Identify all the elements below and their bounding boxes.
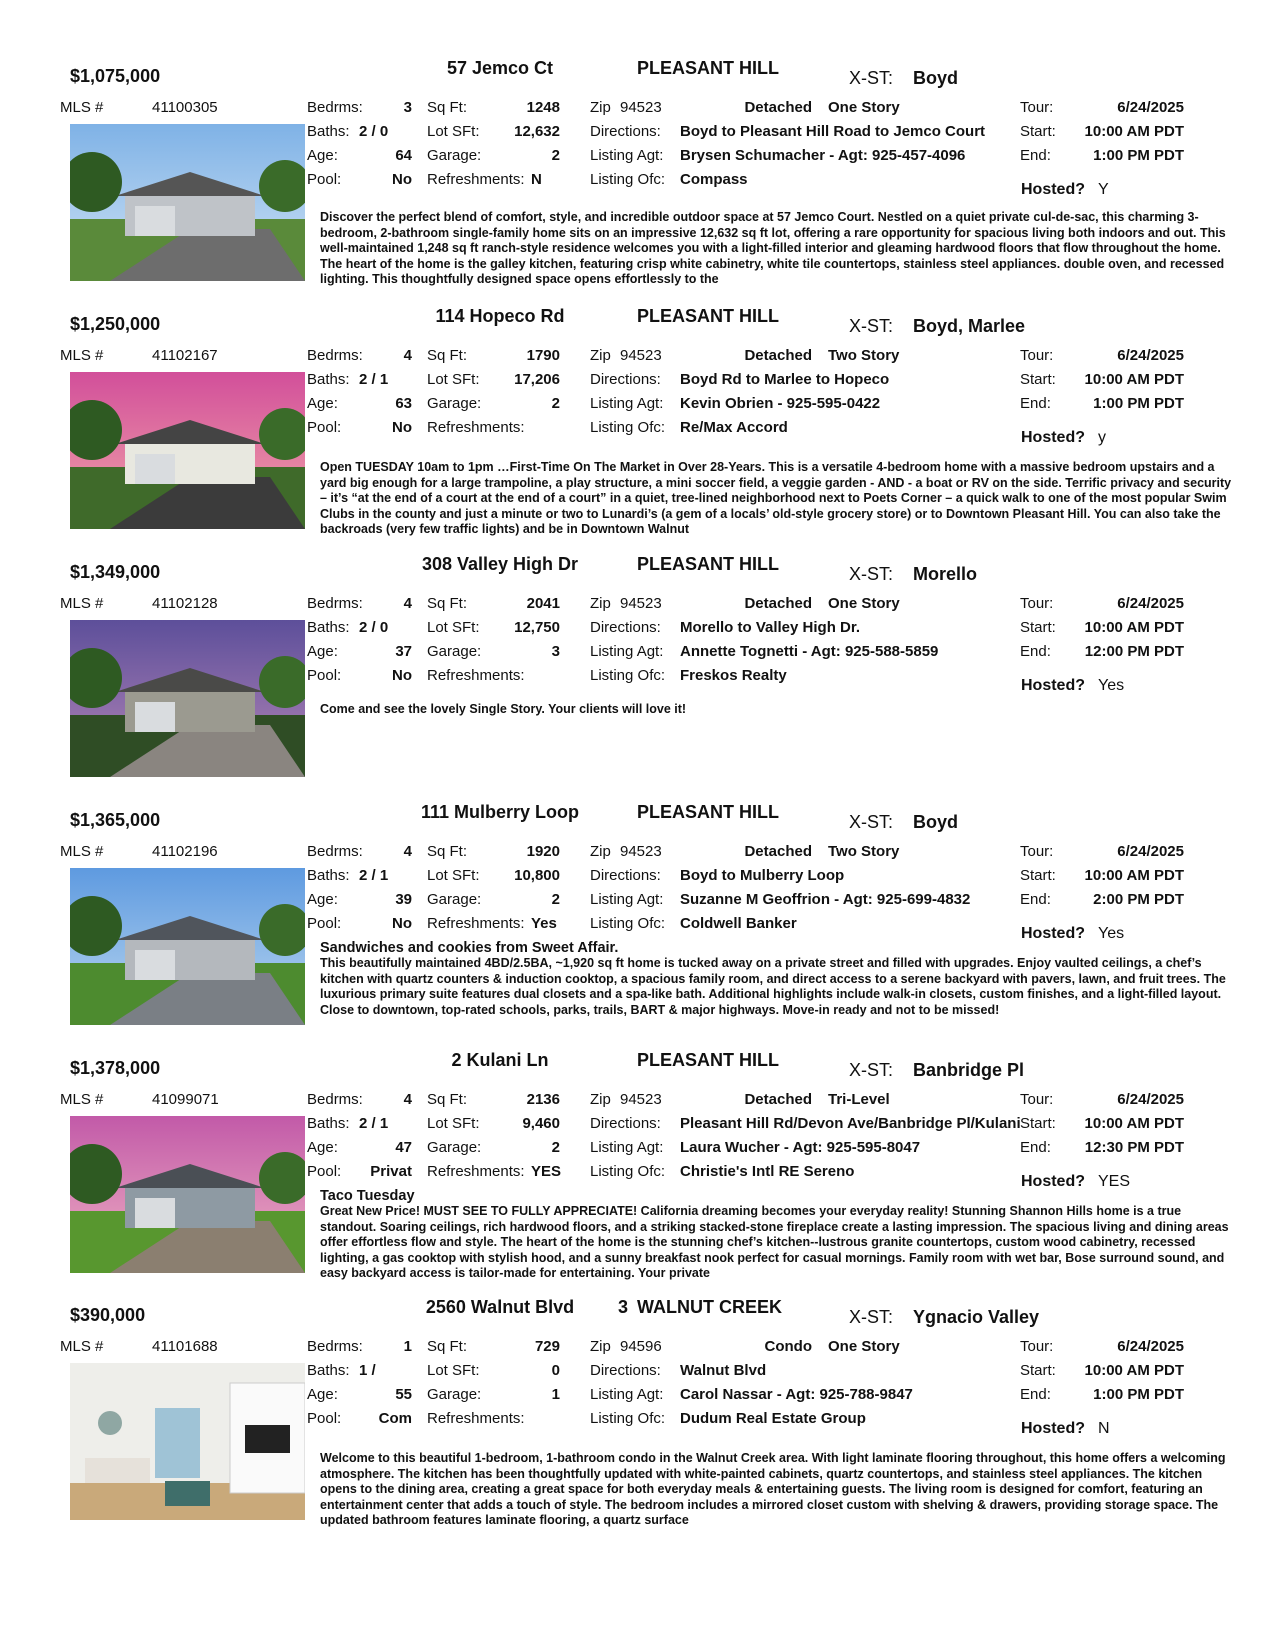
agent-label: Listing Agt: [590, 891, 664, 908]
start-label: Start: [1020, 867, 1056, 884]
sofa [85, 1458, 150, 1483]
age-value: 47 [395, 1139, 412, 1156]
address-street: 57 Jemco Ct [446, 58, 554, 78]
window [155, 1408, 200, 1478]
lot-label: Lot SFt: [427, 123, 480, 140]
bedrooms-value: 4 [403, 843, 412, 860]
hosted-label: Hosted? [1021, 1420, 1085, 1437]
agent-value: Laura Wucher - Agt: 925-595-8047 [680, 1139, 921, 1156]
agent-value: Kevin Obrien - 925-595-0422 [680, 395, 881, 412]
zip-label: Zip [590, 347, 611, 364]
listing-city: PLEASANT HILL [637, 802, 779, 822]
age-label: Age: [307, 395, 338, 412]
refreshments-note: Taco Tuesday [320, 1188, 415, 1204]
lot-value: 9,460 [522, 1115, 560, 1132]
garage-value: 1 [551, 1386, 560, 1403]
office-value: Coldwell Banker [680, 915, 797, 932]
cross-street-label: X-ST: [849, 68, 894, 88]
lot-label: Lot SFt: [427, 867, 480, 884]
listing-price: $1,250,000 [70, 314, 161, 334]
start-time: 10:00 AM PDT [1084, 867, 1184, 884]
tour-label: Tour: [1020, 99, 1054, 116]
listing-4 [0, 802, 1275, 1068]
listing-description: Open TUESDAY 10am to 1pm …First-Time On The Market in Over 28-Years. This is a versatile 4-bedroom home with a massive bedroom upstairs and a yard big enough for a large trampoline, a play structure, a mini soccer field, a veggie garden - AND - a boat or RV on the side. Terrific privacy and security – it’s “at the end of a court at the end of a court” in a quiet, tree-lined neighborhood next to Poets Corner – a quick walk to one of the most popular Swim Clubs in the county and just a minute or two to Lunardi’s (a gem of a locals’ old-style grocery store) or to Downtown Pleasant Hill. You can also take the backroads (very few traffic lights) and be in Downtown Walnut [320, 460, 1232, 536]
refreshments-label: Refreshments: [427, 1410, 525, 1427]
mls-number: 41099071 [152, 1091, 219, 1108]
photo-graphic [70, 1116, 305, 1273]
agent-label: Listing Agt: [590, 1386, 664, 1403]
zip-label: Zip [590, 99, 611, 116]
start-label: Start: [1020, 619, 1056, 636]
lot-label: Lot SFt: [427, 371, 480, 388]
directions-label: Directions: [590, 123, 661, 140]
address-street: 2 Kulani Ln [451, 1050, 549, 1070]
property-photo [70, 1116, 305, 1273]
baths-value: 2 / 0 [359, 619, 389, 636]
directions-label: Directions: [590, 867, 661, 884]
tour-date: 6/24/2025 [1117, 347, 1184, 364]
end-time: 1:00 PM PDT [1093, 1386, 1184, 1403]
tv [245, 1425, 290, 1453]
agent-value: Annette Tognetti - Agt: 925-588-5859 [680, 643, 939, 660]
garage-door [135, 206, 175, 236]
cross-street-label: X-ST: [849, 812, 894, 832]
start-time: 10:00 AM PDT [1084, 1115, 1184, 1132]
age-label: Age: [307, 891, 338, 908]
photo-graphic [70, 868, 305, 1025]
hosted-label: Hosted? [1021, 181, 1085, 198]
refreshments-value: N [531, 171, 542, 188]
cross-street-value: Morello [913, 564, 978, 584]
property-type: Condo [764, 1338, 812, 1355]
start-time: 10:00 AM PDT [1084, 1362, 1184, 1379]
mls-label: MLS # [60, 1338, 104, 1355]
property-type: Detached [744, 1091, 812, 1108]
property-type: Detached [744, 99, 812, 116]
end-label: End: [1020, 395, 1051, 412]
directions-label: Directions: [590, 1115, 661, 1132]
bedrooms-label: Bedrms: [307, 843, 363, 860]
listing-address [350, 802, 650, 823]
bedrooms-value: 4 [403, 1091, 412, 1108]
garage-label: Garage: [427, 643, 482, 660]
age-label: Age: [307, 1386, 338, 1403]
office-value: Compass [680, 171, 748, 188]
address-street: 111 Mulberry Loop [420, 802, 580, 822]
mls-label: MLS # [60, 347, 104, 364]
hosted-value: YES [1098, 1173, 1131, 1190]
property-style: One Story [828, 1338, 900, 1355]
listing-address [350, 306, 650, 327]
listing-price: $1,378,000 [70, 1058, 161, 1078]
garage-door [135, 1198, 175, 1228]
property-style: Tri-Level [828, 1091, 890, 1108]
baths-value: 1 / [359, 1362, 376, 1379]
directions-value: Boyd to Mulberry Loop [680, 867, 845, 884]
listing-6 [0, 1297, 1275, 1563]
sqft-label: Sq Ft: [427, 1091, 468, 1108]
mls-number: 41102128 [152, 595, 218, 612]
sqft-label: Sq Ft: [427, 843, 468, 860]
garage-label: Garage: [427, 395, 482, 412]
directions-value: Walnut Blvd [680, 1362, 767, 1379]
cross-street-label: X-ST: [849, 1060, 894, 1080]
listing-price: $1,075,000 [70, 66, 161, 86]
age-value: 64 [395, 147, 412, 164]
cross-street-label: X-ST: [849, 316, 894, 336]
end-label: End: [1020, 1386, 1051, 1403]
pool-label: Pool: [307, 667, 342, 684]
sqft-label: Sq Ft: [427, 347, 468, 364]
agent-value: Carol Nassar - Agt: 925-788-9847 [680, 1386, 913, 1403]
pool-value: Privat [370, 1163, 412, 1180]
baths-label: Baths: [307, 619, 350, 636]
photo-graphic [70, 620, 305, 777]
tour-date: 6/24/2025 [1117, 595, 1184, 612]
listing-address [350, 1297, 650, 1318]
office-label: Listing Ofc: [590, 1410, 666, 1427]
lot-value: 12,750 [514, 619, 560, 636]
property-photo [70, 620, 305, 777]
start-time: 10:00 AM PDT [1084, 371, 1184, 388]
garage-value: 3 [551, 643, 560, 660]
directions-label: Directions: [590, 619, 661, 636]
garage-value: 2 [551, 891, 560, 908]
listing-city: WALNUT CREEK [637, 1297, 782, 1317]
photo-graphic [70, 372, 305, 529]
pool-value: No [392, 667, 412, 684]
end-time: 12:00 PM PDT [1084, 643, 1184, 660]
sqft-value: 1248 [526, 99, 560, 116]
start-time: 10:00 AM PDT [1084, 619, 1184, 636]
pool-label: Pool: [307, 1410, 342, 1427]
age-label: Age: [307, 1139, 338, 1156]
garage-value: 2 [551, 1139, 560, 1156]
mls-label: MLS # [60, 99, 104, 116]
listing-description: Discover the perfect blend of comfort, style, and incredible outdoor space at 57 Jemco Court. Nestled on a quiet private cul-de-sac, this charming 3-bedroom, 2-bathroom single-family home sits on an impressive 12,632 sq ft lot, offering a rare opportunity for spacious living both indoors and out. This well-maintained 1,248 sq ft ranch-style residence welcomes you with a light-filled interior and gleaming hardwood floors that flow throughout the home. The heart of the home is the galley kitchen, featuring crisp white cabinetry, white tile countertops, stainless steel appliances. double oven, and recessed lighting. This thoughtfully designed space opens effortlessly to the [320, 210, 1226, 286]
address-street: 308 Valley High Dr [421, 554, 579, 574]
directions-value: Boyd Rd to Marlee to Hopeco [680, 371, 890, 388]
hosted-value: Y [1098, 181, 1109, 198]
bedrooms-label: Bedrms: [307, 595, 363, 612]
lot-value: 12,632 [514, 123, 560, 140]
office-value: Re/Max Accord [680, 419, 788, 436]
listing-address [350, 58, 650, 79]
photo-graphic [70, 124, 305, 281]
sqft-value: 2041 [526, 595, 560, 612]
bedrooms-value: 4 [403, 347, 412, 364]
pool-value: No [392, 419, 412, 436]
agent-label: Listing Agt: [590, 643, 664, 660]
listing-1 [0, 58, 1275, 324]
chair [165, 1481, 210, 1506]
zip-value: 94523 [620, 347, 662, 364]
cross-street-value: Ygnacio Valley [913, 1307, 1040, 1327]
agent-value: Brysen Schumacher - Agt: 925-457-4096 [680, 147, 966, 164]
pool-label: Pool: [307, 1163, 342, 1180]
sqft-value: 2136 [526, 1091, 560, 1108]
zip-value: 94523 [620, 843, 662, 860]
wall-decor [98, 1411, 122, 1435]
directions-label: Directions: [590, 1362, 661, 1379]
directions-label: Directions: [590, 371, 661, 388]
property-type: Detached [744, 347, 812, 364]
start-label: Start: [1020, 371, 1056, 388]
listing-description: This beautifully maintained 4BD/2.5BA, ~1,920 sq ft home is tucked away on a private street and filled with upgrades. Enjoy vaulted ceilings, a chef’s kitchen with quartz counters & induction cooktop, a spacious family room, and direct access to a serene backyard with pavers, lawn, and fruit trees. The luxurious primary suite features dual closets and a spa-like bath. Additional highlights include walk-in closets, custom finishes, and a light-filled layout. Close to downtown, top-rated schools, parks, trails, BART & major highways. Move-in ready and not to be missed! [320, 956, 1226, 1017]
listing-price: $1,365,000 [70, 810, 161, 830]
garage-value: 2 [551, 147, 560, 164]
age-label: Age: [307, 643, 338, 660]
address-street: 114 Hopeco Rd [435, 306, 565, 326]
tour-label: Tour: [1020, 1338, 1054, 1355]
office-label: Listing Ofc: [590, 419, 666, 436]
cross-street-value: Boyd, Marlee [913, 316, 1026, 336]
end-time: 1:00 PM PDT [1093, 147, 1184, 164]
listing-address [350, 554, 650, 575]
listing-price: $390,000 [70, 1305, 146, 1325]
refreshments-label: Refreshments: [427, 419, 525, 436]
bedrooms-label: Bedrms: [307, 99, 363, 116]
garage-label: Garage: [427, 1139, 482, 1156]
sqft-value: 1790 [526, 347, 560, 364]
mls-label: MLS # [60, 595, 104, 612]
mls-number: 41100305 [152, 99, 218, 116]
baths-label: Baths: [307, 371, 350, 388]
garage-door [135, 950, 175, 980]
sqft-value: 1920 [526, 843, 560, 860]
property-type: Detached [744, 843, 812, 860]
cross-street-label: X-ST: [849, 1307, 894, 1327]
photo-graphic [70, 1363, 305, 1520]
office-label: Listing Ofc: [590, 171, 666, 188]
tour-date: 6/24/2025 [1117, 843, 1184, 860]
tour-date: 6/24/2025 [1117, 99, 1184, 116]
bedrooms-label: Bedrms: [307, 1338, 363, 1355]
address-street: 2560 Walnut Blvd [425, 1297, 575, 1317]
tour-label: Tour: [1020, 1091, 1054, 1108]
listing-city: PLEASANT HILL [637, 306, 779, 326]
garage-label: Garage: [427, 1386, 482, 1403]
tour-label: Tour: [1020, 595, 1054, 612]
agent-value: Suzanne M Geoffrion - Agt: 925-699-4832 [680, 891, 971, 908]
agent-label: Listing Agt: [590, 147, 664, 164]
garage-door [135, 454, 175, 484]
pool-label: Pool: [307, 419, 342, 436]
bedrooms-label: Bedrms: [307, 347, 363, 364]
listing-price: $1,349,000 [70, 562, 161, 582]
zip-label: Zip [590, 1338, 611, 1355]
start-time: 10:00 AM PDT [1084, 123, 1184, 140]
cross-street-value: Boyd [913, 812, 958, 832]
end-label: End: [1020, 147, 1051, 164]
hosted-label: Hosted? [1021, 925, 1085, 942]
pool-value: Com [378, 1410, 412, 1427]
age-label: Age: [307, 147, 338, 164]
refreshments-label: Refreshments: [427, 915, 525, 932]
office-label: Listing Ofc: [590, 915, 666, 932]
baths-label: Baths: [307, 123, 350, 140]
directions-value: Boyd to Pleasant Hill Road to Jemco Court [680, 123, 986, 140]
end-time: 12:30 PM PDT [1084, 1139, 1184, 1156]
listing-5 [0, 1050, 1275, 1316]
refreshments-note: Sandwiches and cookies from Sweet Affair. [320, 940, 619, 956]
end-time: 1:00 PM PDT [1093, 395, 1184, 412]
sqft-label: Sq Ft: [427, 1338, 468, 1355]
garage-door [135, 702, 175, 732]
listing-city: PLEASANT HILL [637, 1050, 779, 1070]
hosted-value: y [1098, 429, 1106, 446]
office-label: Listing Ofc: [590, 667, 666, 684]
age-value: 39 [395, 891, 412, 908]
refreshments-value: YES [531, 1163, 562, 1180]
listing-2 [0, 306, 1275, 572]
zip-label: Zip [590, 595, 611, 612]
sqft-value: 729 [534, 1338, 560, 1355]
garage-value: 2 [551, 395, 560, 412]
refreshments-label: Refreshments: [427, 171, 525, 188]
property-photo [70, 124, 305, 281]
listing-description: Welcome to this beautiful 1-bedroom, 1-bathroom condo in the Walnut Creek area. With light laminate flooring throughout, this home offers a welcoming atmosphere. The kitchen has been thoughtfully updated with white-painted cabinets, quartz countertops, and stainless steel appliances. The kitchen opens to the dining area, creating a great space for both everyday meals & entertaining guests. The living room is designed for comfort, featuring an entertainment center that adds a touch of style. The bedroom includes a mirrored closet custom with shelving & drawers, providing storage space. The updated bathroom features laminate flooring, a quartz surface [320, 1451, 1226, 1527]
tour-label: Tour: [1020, 347, 1054, 364]
lot-label: Lot SFt: [427, 1362, 480, 1379]
property-photo [70, 1363, 305, 1520]
listing-city: PLEASANT HILL [637, 58, 779, 78]
address-unit: 3 [618, 1297, 629, 1317]
zip-value: 94523 [620, 595, 662, 612]
bedrooms-value: 3 [403, 99, 412, 116]
zip-value: 94596 [620, 1338, 662, 1355]
start-label: Start: [1020, 1115, 1056, 1132]
bedrooms-value: 4 [403, 595, 412, 612]
cross-street-value: Banbridge Pl [913, 1060, 1025, 1080]
zip-value: 94523 [620, 99, 662, 116]
office-value: Freskos Realty [680, 667, 787, 684]
property-photo [70, 372, 305, 529]
refreshments-label: Refreshments: [427, 1163, 525, 1180]
agent-label: Listing Agt: [590, 395, 664, 412]
age-value: 37 [395, 643, 412, 660]
age-value: 55 [395, 1386, 412, 1403]
baths-label: Baths: [307, 1115, 350, 1132]
baths-value: 2 / 1 [359, 371, 389, 388]
baths-value: 2 / 0 [359, 123, 389, 140]
lot-label: Lot SFt: [427, 619, 480, 636]
end-label: End: [1020, 643, 1051, 660]
start-label: Start: [1020, 123, 1056, 140]
baths-label: Baths: [307, 867, 350, 884]
hosted-value: Yes [1098, 677, 1125, 694]
zip-value: 94523 [620, 1091, 662, 1108]
listing-address [350, 1050, 650, 1071]
hosted-value: Yes [1098, 925, 1125, 942]
baths-value: 2 / 1 [359, 867, 389, 884]
office-value: Dudum Real Estate Group [680, 1410, 866, 1427]
mls-number: 41101688 [152, 1338, 218, 1355]
sqft-label: Sq Ft: [427, 595, 468, 612]
baths-value: 2 / 1 [359, 1115, 389, 1132]
mls-label: MLS # [60, 843, 104, 860]
property-style: Two Story [828, 347, 900, 364]
property-photo [70, 868, 305, 1025]
lot-value: 10,800 [514, 867, 560, 884]
lot-label: Lot SFt: [427, 1115, 480, 1132]
listing-city: PLEASANT HILL [637, 554, 779, 574]
zip-label: Zip [590, 843, 611, 860]
bedrooms-value: 1 [403, 1338, 412, 1355]
end-time: 2:00 PM PDT [1093, 891, 1184, 908]
age-value: 63 [395, 395, 412, 412]
mls-number: 41102167 [152, 347, 218, 364]
pool-label: Pool: [307, 915, 342, 932]
lot-value: 17,206 [514, 371, 560, 388]
hosted-label: Hosted? [1021, 429, 1085, 446]
office-value: Christie's Intl RE Sereno [680, 1163, 855, 1180]
property-style: One Story [828, 99, 900, 116]
listing-3 [0, 554, 1275, 820]
pool-value: No [392, 915, 412, 932]
end-label: End: [1020, 1139, 1051, 1156]
refreshments-label: Refreshments: [427, 667, 525, 684]
garage-label: Garage: [427, 147, 482, 164]
listing-description: Great New Price! MUST SEE TO FULLY APPRECIATE! California dreaming becomes your everyday reality! Stunning Shannon Hills home is a true standout. Soaring ceilings, rich hardwood floors, and a striking stacked-stone fireplace create a lasting impression. The spacious living and dining areas offer effortless flow and style. The heart of the home is the stunning chef’s kitchen--lustrous granite countertops, custom wood cabinetry, recessed lighting, a gas cooktop with stylish hood, and a sunny breakfast nook perfect for casual mornings. Family room with wet bar, Bose surround sound, and easy backyard access is tailor-made for entertaining. Your private [320, 1204, 1229, 1280]
hosted-value: N [1098, 1420, 1110, 1437]
mls-number: 41102196 [152, 843, 218, 860]
tour-date: 6/24/2025 [1117, 1091, 1184, 1108]
hosted-label: Hosted? [1021, 1173, 1085, 1190]
refreshments-value: Yes [531, 915, 557, 932]
directions-value: Morello to Valley High Dr. [680, 619, 861, 636]
pool-value: No [392, 171, 412, 188]
baths-label: Baths: [307, 1362, 350, 1379]
bedrooms-label: Bedrms: [307, 1091, 363, 1108]
listing-description: Come and see the lovely Single Story. Your clients will love it! [320, 702, 687, 716]
tour-label: Tour: [1020, 843, 1054, 860]
lot-value: 0 [551, 1362, 560, 1379]
office-label: Listing Ofc: [590, 1163, 666, 1180]
agent-label: Listing Agt: [590, 1139, 664, 1156]
cross-street-label: X-ST: [849, 564, 894, 584]
zip-label: Zip [590, 1091, 611, 1108]
mls-label: MLS # [60, 1091, 104, 1108]
cross-street-value: Boyd [913, 68, 958, 88]
garage-label: Garage: [427, 891, 482, 908]
tour-date: 6/24/2025 [1117, 1338, 1184, 1355]
property-style: One Story [828, 595, 900, 612]
hosted-label: Hosted? [1021, 677, 1085, 694]
pool-label: Pool: [307, 171, 342, 188]
property-type: Detached [744, 595, 812, 612]
directions-value: Pleasant Hill Rd/Devon Ave/Banbridge Pl/Kulani [680, 1115, 1021, 1132]
sqft-label: Sq Ft: [427, 99, 468, 116]
property-style: Two Story [828, 843, 900, 860]
start-label: Start: [1020, 1362, 1056, 1379]
end-label: End: [1020, 891, 1051, 908]
